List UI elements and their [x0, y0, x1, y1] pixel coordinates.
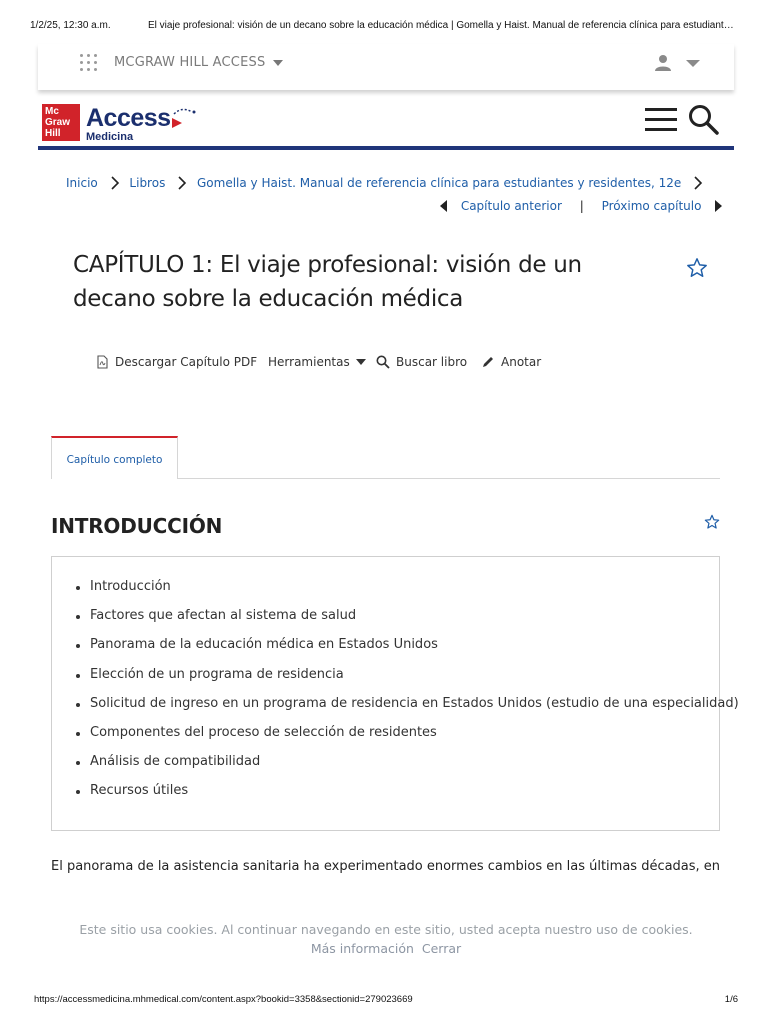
print-timestamp: 1/2/25, 12:30 a.m.	[30, 20, 111, 31]
mcgraw-hill-logo[interactable]: Mc Graw Hill	[42, 104, 80, 141]
breadcrumb-item-books[interactable]: Libros	[129, 175, 166, 190]
outline-item[interactable]: Elección de un programa de residencia	[74, 667, 719, 696]
search-icon	[376, 355, 390, 369]
user-icon[interactable]	[654, 54, 672, 72]
previous-chapter-link[interactable]: Capítulo anterior	[460, 198, 562, 213]
chapter-toolbar	[96, 355, 656, 375]
triangle-left-icon	[440, 200, 447, 212]
outline-item[interactable]: Solicitud de ingreso en un programa de residencia en Estados Unidos (estudio de una especialidad)	[74, 696, 719, 725]
star-icon[interactable]	[686, 257, 708, 279]
outline-item[interactable]: Análisis de compatibilidad	[74, 754, 719, 783]
outline-item[interactable]: Panorama de la educación médica en Estados Unidos	[74, 637, 719, 666]
section-outline	[51, 556, 739, 831]
outline-item[interactable]: Recursos útiles	[74, 783, 719, 812]
nav-divider: |	[579, 198, 584, 213]
outline-item[interactable]: Componentes del proceso de selección de residentes	[74, 725, 719, 754]
cookie-banner	[38, 920, 734, 958]
chevron-right-icon	[175, 176, 189, 190]
cookie-links	[38, 939, 734, 958]
next-chapter-link[interactable]: Próximo capítulo	[601, 198, 702, 213]
print-page-number: 1/6	[724, 994, 738, 1005]
annotate-button[interactable]	[481, 355, 541, 369]
breadcrumb	[66, 175, 682, 190]
top-account-bar	[38, 44, 734, 90]
chevron-down-icon	[356, 359, 366, 365]
print-header	[26, 20, 742, 34]
hamburger-icon[interactable]	[645, 104, 679, 134]
triangle-right-icon	[715, 200, 722, 212]
search-book-label: Buscar libro	[396, 355, 468, 369]
search-icon[interactable]	[688, 104, 720, 136]
cookie-close-link[interactable]: Cerrar	[421, 941, 462, 956]
download-pdf-label: Descargar Capítulo PDF	[115, 355, 258, 369]
access-arrow-icon	[168, 108, 198, 132]
outline-item[interactable]: Factores que afectan al sistema de salud	[74, 608, 719, 637]
user-menu-chevron-icon[interactable]	[686, 60, 700, 67]
search-book-button[interactable]	[376, 355, 467, 369]
chevron-down-icon	[273, 60, 283, 66]
cookie-more-info-link[interactable]: Más información	[310, 941, 414, 956]
chapter-title: CAPÍTULO 1: El viaje profesional: visión de un decano sobre la educación médica	[73, 252, 582, 312]
outline-list	[74, 579, 739, 813]
access-logo-text[interactable]: Access	[86, 104, 171, 132]
content-tabs	[51, 436, 720, 479]
breadcrumb-item-book[interactable]: Gomella y Haist. Manual de referencia clínica para estudiantes y residentes, 12e	[196, 175, 682, 190]
pencil-icon	[481, 355, 495, 369]
star-icon[interactable]	[704, 514, 720, 530]
print-url: https://accessmedicina.mhmedical.com/content.aspx?bookid=3358&sectionid=279023669	[34, 994, 413, 1005]
breadcrumb-item-home[interactable]: Inicio	[66, 175, 98, 190]
print-page-title: El viaje profesional: visión de un decano sobre la educación médica | Gomella y Haist. Manual de referencia clínica para estudiant…	[148, 20, 734, 31]
chevron-right-icon	[108, 176, 122, 190]
section-title: INTRODUCCIÓN	[51, 514, 223, 538]
tools-dropdown[interactable]	[268, 355, 366, 369]
print-footer	[26, 994, 742, 1008]
chapter-navigation	[440, 198, 720, 213]
cookie-message: Este sitio usa cookies. Al continuar navegando en este sitio, usted acepta nuestro uso de cookies.	[79, 922, 693, 937]
body-paragraph: El panorama de la asistencia sanitaria ha experimentado enormes cambios en las últimas décadas, en	[51, 859, 721, 874]
site-header	[38, 100, 734, 150]
brand-menu-dropdown[interactable]	[114, 55, 283, 70]
grid-icon[interactable]	[80, 54, 98, 72]
tools-label: Herramientas	[268, 355, 350, 369]
annotate-label: Anotar	[501, 355, 542, 369]
access-logo-subtitle: Medicina	[86, 131, 134, 143]
pdf-icon	[96, 355, 109, 369]
download-pdf-button[interactable]	[96, 355, 257, 369]
chevron-right-icon	[691, 176, 705, 190]
brand-menu-label: MCGRAW HILL ACCESS	[114, 55, 266, 70]
tab-full-chapter[interactable]: Capítulo completo	[51, 436, 178, 479]
outline-item[interactable]: Introducción	[74, 579, 719, 608]
